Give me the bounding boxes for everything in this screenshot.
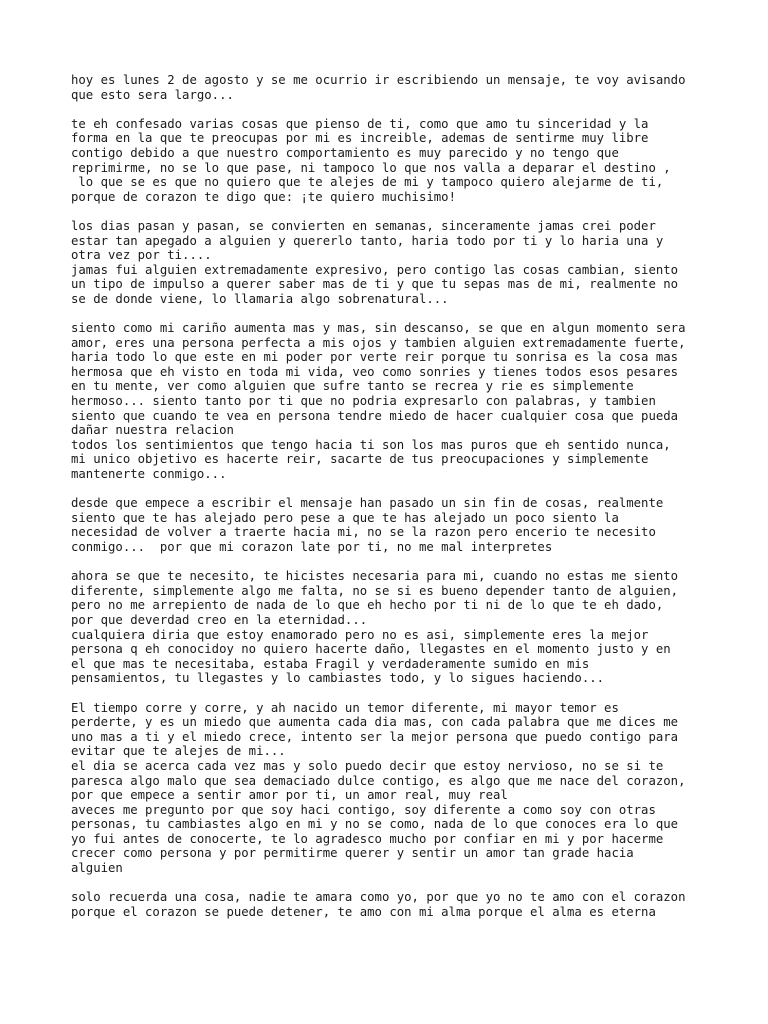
text-line: dañar nuestra relacion: [71, 423, 234, 438]
text-line: lo que se es que no quiero que te alejes de mi y tampoco quiero alejarme de ti,: [71, 175, 664, 190]
text-line: siento que cuando te vea en persona tendre miedo de hacer cualquier cosa que pueda: [71, 408, 679, 423]
text-line: porque el corazon se puede detener, te amo con mi alma porque el alma es eterna: [71, 904, 656, 919]
text-line: pensamientos, tu llegastes y lo cambiastes todo, y lo sigues haciendo...: [71, 671, 605, 686]
text-line: jamas fui alguien extremadamente expresivo, pero contigo las cosas cambian, siento: [71, 262, 679, 277]
text-line: conmigo... por que mi corazon late por ti, no me mal interpretes: [71, 540, 553, 554]
paragraph: [71, 321, 761, 482]
text-line: el que mas te necesitaba, estaba Fragil y verdaderamente sumido en mis: [71, 656, 590, 671]
paragraph: [71, 569, 761, 686]
paragraph: [71, 219, 761, 307]
text-line: mi unico objetivo es hacerte reir, sacarte de tus preocupaciones y simplemente: [71, 452, 649, 467]
text-line: un tipo de impulso a querer saber mas de ti y que tu sepas mas de mi, realmente no: [71, 277, 679, 292]
text-line: hermoso... siento tanto por ti que no podria expresarlo con palabras, y tambien: [71, 394, 656, 409]
text-line: necesidad de volver a traerte hacia mi, no se la razon pero encerio te necesito: [71, 525, 656, 540]
text-line: por que empece a sentir amor por ti, un amor real, muy real: [71, 788, 508, 803]
text-line: que esto sera largo...: [71, 87, 234, 102]
text-line: mantenerte conmigo...: [71, 467, 227, 482]
text-line: perderte, y es un miedo que aumenta cada dia mas, con cada palabra que me dices me: [71, 715, 679, 730]
text-line: porque de corazon te digo que: ¡te quiero muchisimo!: [71, 189, 456, 204]
text-line: contigo debido a que nuestro comportamiento es muy parecido y no tengo que: [71, 145, 619, 160]
text-line: siento que te has alejado pero pese a que te has alejado un poco siento la: [71, 510, 619, 525]
text-line: diferente, simplemente algo me falta, no se si es bueno depender tanto de alguien,: [71, 583, 679, 598]
text-line: siento como mi cariño aumenta mas y mas, sin descanso, se que en algun momento sera: [71, 321, 686, 336]
text-line: en tu mente, ver como alguien que sufre tanto se recrea y rie es simplemente: [71, 379, 634, 394]
paragraph: [71, 73, 761, 102]
text-line: cualquiera diria que estoy enamorado pero no es asi, simplemente eres la mejor: [71, 627, 649, 642]
text-line: pero no me arrepiento de nada de lo que eh hecho por ti ni de lo que te eh dado,: [71, 598, 664, 613]
text-line: forma en la que te preocupas por mi es increible, ademas de sentirme muy libre: [71, 131, 649, 146]
text-line: persona q eh conocidoy no quiero hacerte daño, llegastes en el momento justo y en: [71, 642, 671, 657]
text-line: reprimirme, no se lo que pase, ni tampoco lo que nos valla a deparar el destino ,: [71, 160, 671, 175]
text-line: amor, eres una persona perfecta a mis ojos y tambien alguien extremadamente fuerte,: [71, 335, 686, 350]
text-line: te eh confesado varias cosas que pienso de ti, como que amo tu sinceridad y la: [71, 116, 649, 131]
text-line: crecer como persona y por permitirme querer y sentir un amor tan grade hacia: [71, 846, 634, 861]
text-line: todos los sentimientos que tengo hacia ti son los mas puros que eh sentido nunca,: [71, 437, 671, 452]
text-line: el dia se acerca cada vez mas y solo puedo decir que estoy nervioso, no se si te: [71, 758, 664, 773]
text-line: alguien: [71, 861, 123, 876]
text-line: solo recuerda una cosa, nadie te amara como yo, por que yo no te amo con el corazon: [71, 890, 686, 905]
text-line: paresca algo malo que sea demaciado dulce contigo, es algo que me nace del corazon,: [71, 773, 686, 788]
paragraph: [71, 496, 761, 554]
text-line: uno mas a ti y el miedo crece, intento ser la mejor persona que puedo contigo para: [71, 729, 679, 744]
text-line: por que deverdad creo en la eternidad...: [71, 612, 368, 627]
paragraph: [71, 701, 761, 876]
text-line: haria todo lo que este en mi poder por verte reir porque tu sonrisa es la cosa mas: [71, 350, 679, 365]
text-line: otra vez por ti....: [71, 248, 212, 263]
text-line: se de donde viene, lo llamaria algo sobrenatural...: [71, 291, 449, 306]
text-line: ahora se que te necesito, te hicistes necesaria para mi, cuando no estas me siento: [71, 569, 679, 584]
document-body: [71, 73, 761, 934]
text-line: los dias pasan y pasan, se convierten en semanas, sinceramente jamas crei poder: [71, 218, 656, 233]
text-line: personas, tu cambiastes algo en mi y no se como, nada de lo que conoces era lo que: [71, 817, 679, 832]
text-line: yo fui antes de conocerte, te lo agradesco mucho por confiar en mi y por hacerme: [71, 831, 664, 846]
paragraph: [71, 890, 761, 919]
text-line: hoy es lunes 2 de agosto y se me ocurrio ir escribiendo un mensaje, te voy avisando: [71, 73, 686, 87]
text-line: hermosa que eh visto en toda mi vida, veo como sonries y tienes todos esos pesares: [71, 364, 679, 379]
text-line: aveces me pregunto por que soy haci contigo, soy diferente a como soy con otras: [71, 802, 656, 817]
text-line: evitar que te alejes de mi...: [71, 744, 286, 759]
text-line: desde que empece a escribir el mensaje han pasado un sin fin de cosas, realmente: [71, 496, 664, 511]
text-line: El tiempo corre y corre, y ah nacido un temor diferente, mi mayor temor es: [71, 700, 619, 715]
paragraph: [71, 117, 761, 205]
text-line: estar tan apegado a alguien y quererlo tanto, haria todo por ti y lo haria una y: [71, 233, 664, 248]
